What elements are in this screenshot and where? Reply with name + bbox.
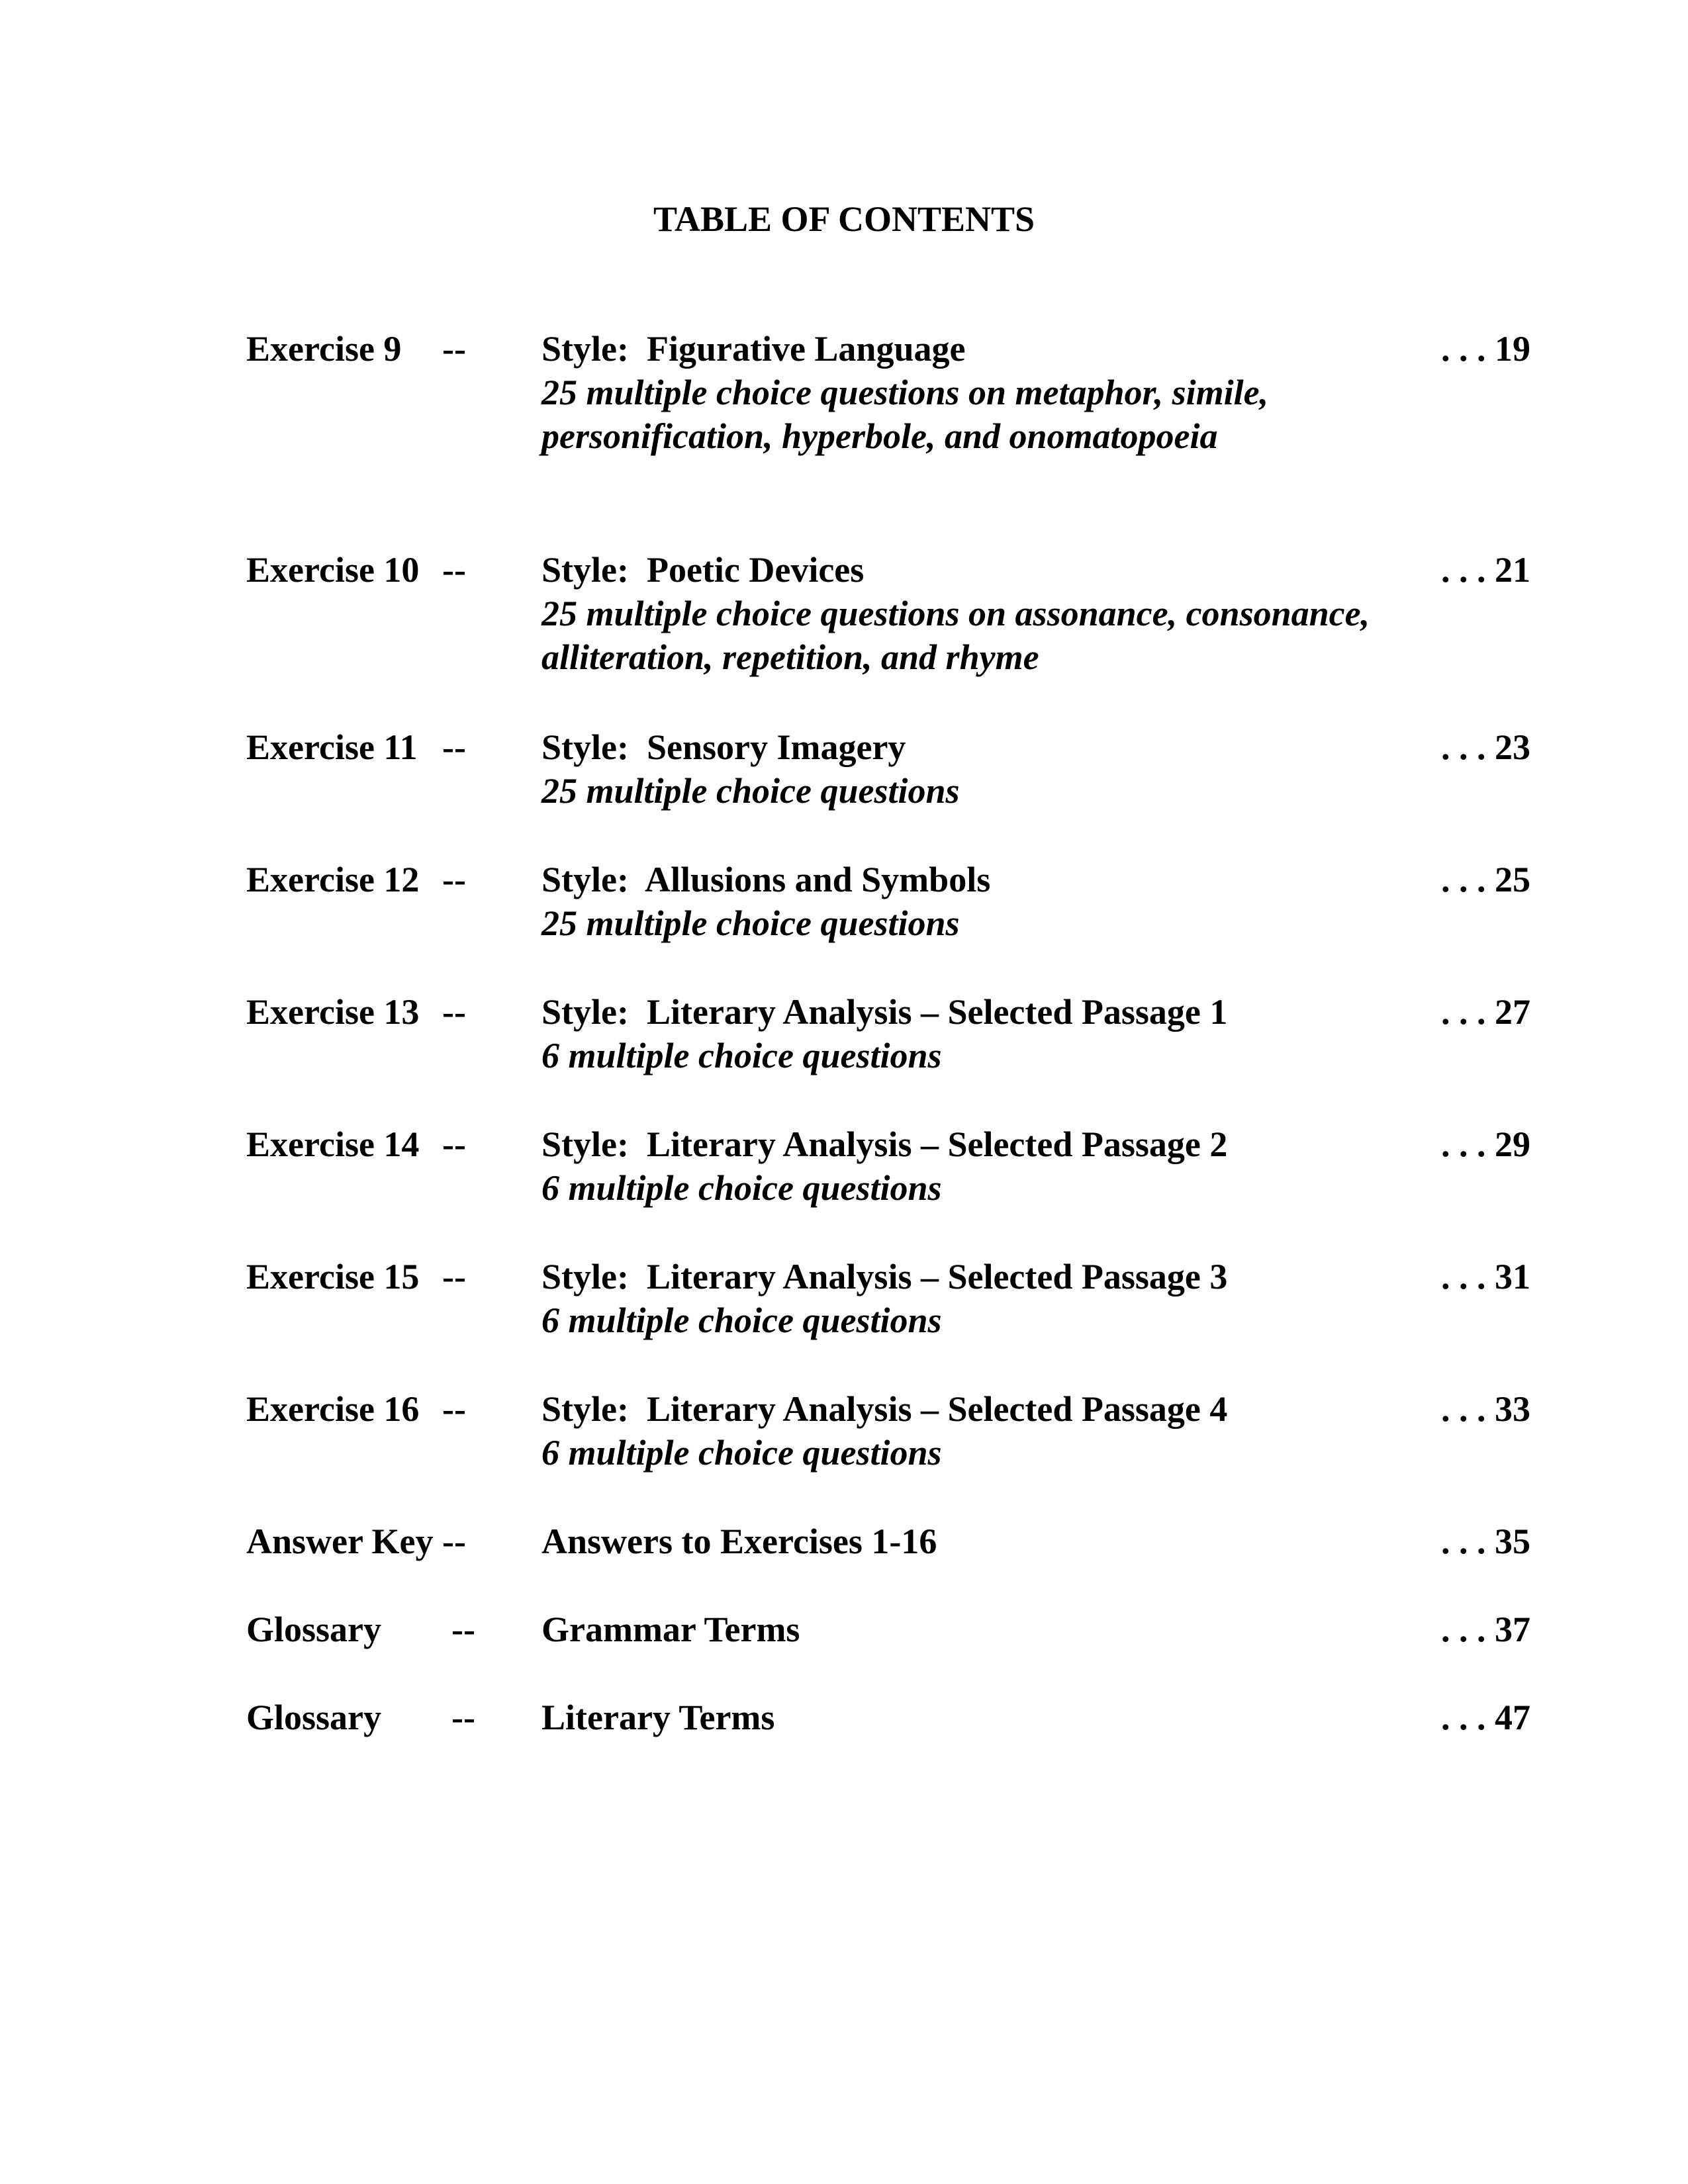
toc-entry-label: Exercise 13 — [246, 992, 420, 1032]
toc-entry-page: . . . 25 — [1441, 860, 1530, 899]
toc-entry-separator: -- — [442, 727, 466, 767]
toc-entry-heading: Style: Sensory Imagery — [541, 727, 906, 767]
toc-list — [246, 327, 1530, 1749]
toc-entry — [246, 1122, 1530, 1255]
toc-entry-separator: -- — [451, 1698, 475, 1737]
toc-entry-separator: -- — [442, 1257, 466, 1297]
toc-entry — [246, 548, 1530, 725]
toc-entry-heading: Literary Terms — [541, 1698, 775, 1737]
toc-entry-heading: Style: Allusions and Symbols — [541, 860, 991, 899]
toc-entry-separator: -- — [442, 329, 466, 369]
toc-entry-page: . . . 29 — [1441, 1124, 1530, 1164]
toc-entry-separator: -- — [442, 992, 466, 1032]
toc-entry-description: 25 multiple choice questions on assonance, consonance, alliteration, repetition, and rhyme — [541, 594, 1370, 677]
toc-entry — [246, 725, 1530, 858]
toc-entry-description: 6 multiple choice questions — [541, 1433, 942, 1473]
toc-entry-label: Glossary — [246, 1698, 382, 1737]
toc-entry-description: 25 multiple choice questions — [541, 903, 960, 943]
toc-entry-page: . . . 23 — [1441, 727, 1530, 767]
toc-entry-description: 25 multiple choice questions — [541, 771, 960, 811]
toc-entry-label: Exercise 12 — [246, 860, 420, 899]
toc-entry-label: Glossary — [246, 1610, 382, 1649]
toc-entry — [246, 1387, 1530, 1520]
toc-entry-heading: Style: Figurative Language — [541, 329, 966, 369]
toc-entry-heading: Answers to Exercises 1-16 — [541, 1522, 937, 1561]
toc-entry-page: . . . 35 — [1441, 1522, 1530, 1561]
toc-entry-description: 25 multiple choice questions on metaphor, simile, personification, hyperbole, and onomatopoeia — [541, 373, 1269, 456]
toc-entry-heading: Style: Literary Analysis – Selected Passage 3 — [541, 1257, 1228, 1297]
toc-entry — [246, 327, 1530, 548]
toc-entry — [246, 858, 1530, 990]
toc-entry — [246, 1608, 1530, 1696]
toc-entry-label: Exercise 15 — [246, 1257, 420, 1297]
toc-entry-description: 6 multiple choice questions — [541, 1300, 942, 1340]
toc-entry-page: . . . 33 — [1441, 1389, 1530, 1429]
toc-entry-heading: Style: Literary Analysis – Selected Passage 1 — [541, 992, 1228, 1032]
toc-entry-page: . . . 21 — [1441, 550, 1530, 590]
toc-entry-separator: -- — [442, 1389, 466, 1429]
toc-entry-description: 6 multiple choice questions — [541, 1036, 942, 1075]
toc-entry-separator: -- — [442, 1124, 466, 1164]
toc-entry-page: . . . 31 — [1441, 1257, 1530, 1297]
toc-entry-label: Exercise 9 — [246, 329, 402, 369]
toc-entry-separator: -- — [442, 860, 466, 899]
toc-entry-heading: Style: Poetic Devices — [541, 550, 865, 590]
toc-entry-page: . . . 27 — [1441, 992, 1530, 1032]
toc-entry-page: . . . 19 — [1441, 329, 1530, 369]
page-title: TABLE OF CONTENTS — [653, 199, 1035, 239]
toc-entry-label: Exercise 11 — [246, 727, 418, 767]
toc-entry-separator: -- — [442, 550, 466, 590]
toc-entry-label: Exercise 16 — [246, 1389, 420, 1429]
toc-entry-heading: Style: Literary Analysis – Selected Passage 2 — [541, 1124, 1228, 1164]
toc-entry-separator: -- — [451, 1610, 475, 1649]
toc-entry — [246, 1696, 1530, 1749]
toc-entry-separator: -- — [442, 1522, 466, 1561]
toc-entry — [246, 990, 1530, 1122]
toc-entry-description: 6 multiple choice questions — [541, 1168, 942, 1208]
toc-entry-label: Exercise 10 — [246, 550, 420, 590]
toc-entry-label: Answer Key — [246, 1522, 434, 1561]
toc-entry-heading: Grammar Terms — [541, 1610, 800, 1649]
toc-entry-page: . . . 47 — [1441, 1698, 1530, 1737]
toc-entry — [246, 1520, 1530, 1608]
toc-entry-heading: Style: Literary Analysis – Selected Passage 4 — [541, 1389, 1228, 1429]
toc-entry — [246, 1255, 1530, 1387]
toc-entry-label: Exercise 14 — [246, 1124, 420, 1164]
toc-entry-page: . . . 37 — [1441, 1610, 1530, 1649]
